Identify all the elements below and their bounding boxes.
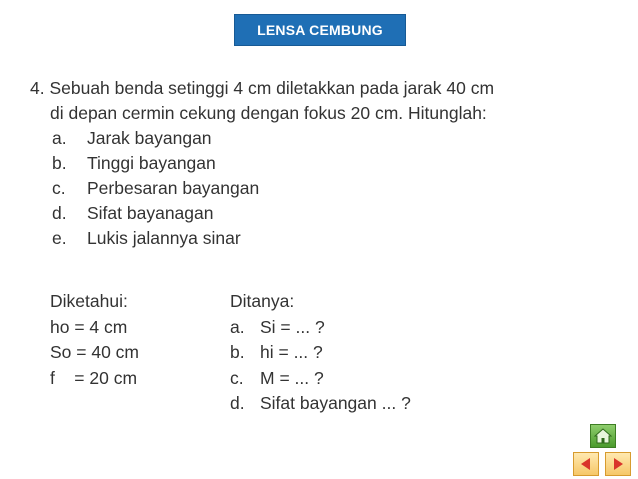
known-item: f = 20 cm — [50, 367, 138, 388]
asked-heading: Ditanya: — [230, 291, 295, 311]
previous-slide-button[interactable] — [573, 452, 599, 476]
asked-letter: c. — [230, 367, 244, 388]
option-letter: a. — [52, 128, 67, 148]
option-text: Sifat bayanagan — [87, 203, 214, 223]
option-item — [52, 226, 620, 251]
home-button[interactable] — [590, 424, 616, 448]
home-icon — [594, 428, 612, 444]
slide-title: LENSA CEMBUNG — [234, 14, 406, 46]
option-item — [52, 126, 620, 151]
question-line-2: di depan cermin cekung dengan fokus 20 cm. Hitunglah: — [50, 103, 487, 123]
known-heading: Diketahui: — [50, 291, 128, 311]
asked-item — [230, 340, 411, 366]
asked-text: M = ... ? — [260, 367, 324, 388]
known-item: ho = 4 cm — [50, 316, 128, 337]
option-item — [52, 201, 620, 226]
question-block — [30, 76, 620, 251]
known-section — [50, 289, 139, 391]
option-letter: e. — [52, 228, 67, 248]
asked-letter: b. — [230, 342, 245, 362]
asked-text: Si = ... ? — [260, 316, 325, 337]
asked-text: hi = ... ? — [260, 342, 323, 362]
option-text: Lukis jalannya sinar — [87, 228, 241, 248]
option-text: Jarak bayangan — [87, 128, 212, 148]
option-letter: d. — [52, 203, 67, 223]
option-letter: c. — [52, 178, 66, 198]
option-text: Perbesaran bayangan — [87, 178, 260, 198]
asked-item — [230, 315, 411, 341]
asked-letter: d. — [230, 393, 245, 413]
option-item — [52, 151, 620, 176]
option-letter: b. — [52, 153, 67, 173]
question-line-1: 4. Sebuah benda setinggi 4 cm diletakkan pada jarak 40 cm — [30, 78, 495, 98]
option-text: Tinggi bayangan — [87, 153, 216, 173]
asked-item — [230, 366, 411, 392]
known-item: So = 40 cm — [50, 342, 140, 362]
asked-letter: a. — [230, 316, 245, 337]
option-item — [52, 176, 620, 201]
question-options — [30, 126, 620, 251]
asked-text: Sifat bayangan ... ? — [260, 393, 411, 413]
asked-item — [230, 391, 411, 417]
asked-section — [230, 289, 411, 417]
next-slide-button[interactable] — [605, 452, 631, 476]
arrow-left-icon — [578, 457, 594, 471]
arrow-right-icon — [610, 457, 626, 471]
